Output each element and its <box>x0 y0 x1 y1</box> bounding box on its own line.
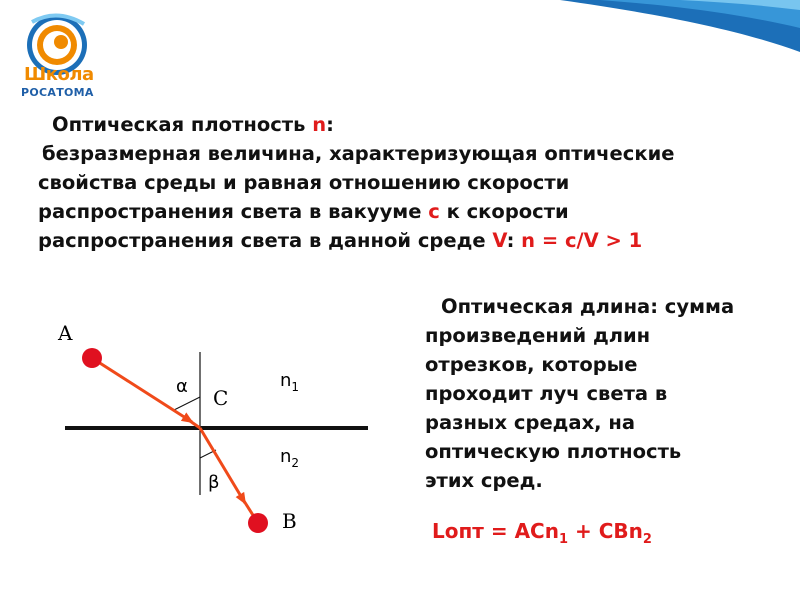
optical-length-line: отрезков, которые <box>425 353 638 376</box>
definition-line: свойства среды и равная отношению скорости <box>38 171 570 194</box>
definition-text <box>38 110 790 255</box>
label-a: A <box>58 321 73 345</box>
label-c: C <box>213 386 229 410</box>
logo-subtitle: РОСАТОМА <box>21 86 94 99</box>
point-b <box>248 513 268 533</box>
alpha-angle-arc <box>174 397 200 410</box>
definition-line: безразмерная величина, характеризующая оптические <box>42 142 675 165</box>
optical-length-line: Оптическая длина: сумма <box>441 295 735 318</box>
definition-line: распространения света в вакууме c к скорости <box>38 200 569 223</box>
optical-length-line: разных средах, на <box>425 411 635 434</box>
optical-length-formula: Lопт = ACn$_1$ + CBn$_2$ <box>432 519 652 547</box>
optical-length-line: этих сред. <box>425 469 543 492</box>
label-b: B <box>282 509 297 533</box>
definition-line: распространения света в данной среде V: n = c/V > 1 <box>38 229 643 252</box>
label-n1: $n_1$ <box>280 370 300 394</box>
label-beta: β <box>208 472 220 493</box>
optical-length-text <box>425 292 795 495</box>
refractive-index-formula: n = c/V > 1 <box>521 229 643 252</box>
label-alpha: α <box>176 376 188 397</box>
definition-heading: Оптическая плотность n: <box>52 113 334 136</box>
optical-length-line: проходит луч света в <box>425 382 668 405</box>
label-n2: $n_2$ <box>280 446 300 470</box>
optical-length-line: оптическую плотность <box>425 440 682 463</box>
header-decoration <box>0 0 800 110</box>
logo-title: Школа <box>24 64 94 85</box>
refraction-diagram <box>40 300 400 560</box>
point-a <box>82 348 102 368</box>
optical-length-line: произведений длин <box>425 324 651 347</box>
refracted-ray <box>200 428 245 503</box>
